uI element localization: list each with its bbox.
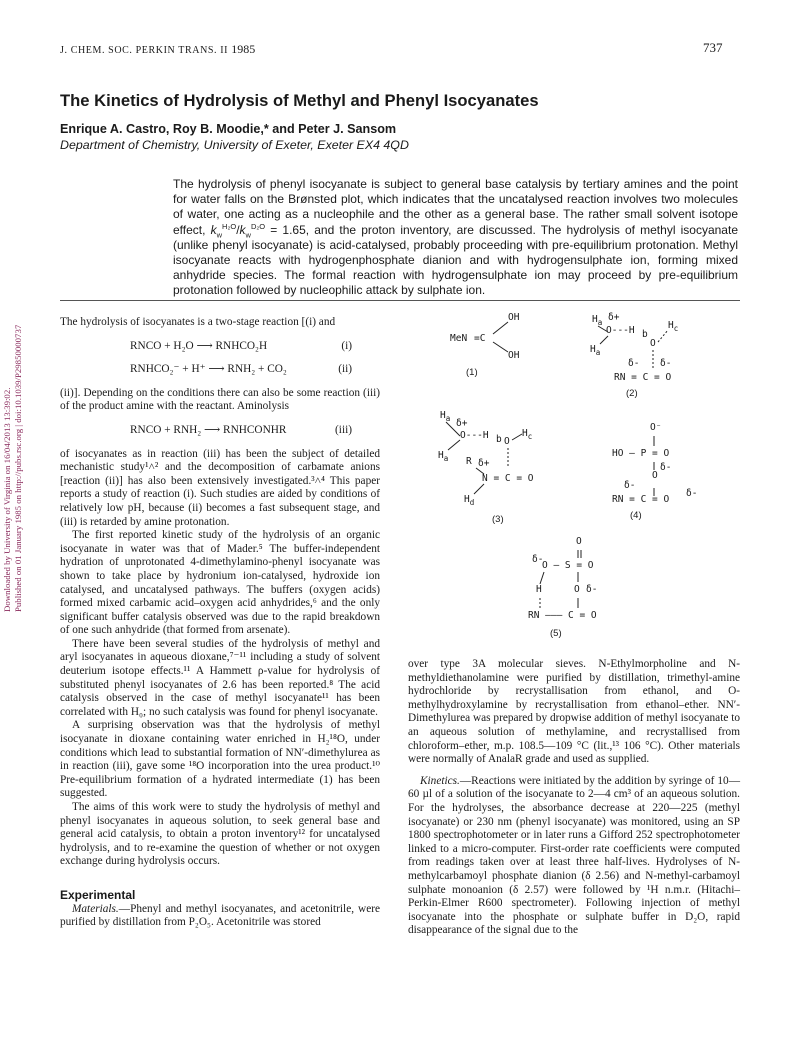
s5-o2: O: [574, 584, 580, 595]
s3-o-h: O‐‐‐H: [460, 430, 489, 441]
right-column: [408, 658, 740, 938]
rate-symbol-h: k: [210, 222, 217, 237]
s2-o-h: O‐‐‐H: [606, 325, 635, 336]
rate-sup-d: D₂O: [250, 221, 266, 231]
s1-oh-top: OH: [508, 312, 520, 323]
experimental-heading: Experimental: [60, 887, 136, 902]
journal-name: J. CHEM. SOC. PERKIN TRANS. II: [60, 45, 229, 56]
structure-4: [600, 422, 710, 522]
s4-delta-minus-2: δ-: [624, 480, 636, 491]
abstract-part-2: = 1.65, and the proton inventory, are discussed. The hydrolysis of methyl isocyanate (unlike phenyl isocyanate) is acid-catalysed, probably proceeding with pre-equilibrium protonation. Methyl isocyanate reacts with hydrogenphosphate dianion and with hydrogensulphate ion, forming mixed anhydride species. The formal reaction with hydrogensulphate ion may proceed by pre-equilibrium protonation followed by nucleophilic attack by sulphate ion.: [173, 222, 738, 298]
author-list: Enrique A. Castro, Roy B. Moodie,* and Peter J. Sansom: [60, 122, 397, 136]
s4-delta-minus: δ-: [660, 462, 672, 473]
s2-label: (2): [626, 388, 638, 399]
s1-oh-bottom: OH: [508, 350, 520, 361]
s2-ha: $H_a$: [592, 314, 603, 327]
equation-i-expr: RNCO + H₂O ⟶ RNHCO₂H: [130, 339, 268, 352]
s2-hc: $H_c$: [668, 320, 679, 333]
s2-rn-c-o: RN = C = O: [614, 372, 672, 383]
structure-3: [430, 410, 560, 525]
rate-sub-h: w: [216, 230, 223, 239]
s1-label: (1): [466, 367, 478, 378]
paragraph-observation: A surprising observation was that the hydrolysis of methyl isocyanate in dioxane containing water enriched in H₂¹⁸O, under conditions which lead to substantial formation of NN′-dimethylurea as in reaction (iii), gave some ¹⁸O incorporation into the urea product.¹⁰ Pre-equilibrium formation of a hydrated intermediate (1) has been suggested.: [60, 719, 380, 800]
rate-sup-h: H₂O: [222, 221, 237, 231]
rate-symbol-d: k: [239, 222, 246, 237]
kinetics-text: —Reactions were initiated by the addition by syringe of 10—60 µl of a solution of the isocyanate to 2—4 cm³ of an aqueous solution. For the hydrolyses, the absorbance decrease at 220—225 (methyl isocyanate) or 230 nm (phenyl isocyanate) was monitored, using an SP 1800 spectrophotometer or in later runs a Gifford 252 spectrophotometer linked to a micro-computer. First-order rate coefficients were computed from readings taken over at least three half-lives. Hydrolyses of N-methylcarbamoyl phosphate dianion (δ 2.56) and N-methyl-carbamoyl sulphate monoanion (δ 2.57) were followed by ¹H n.m.r. (Hitachi–Perkin-Elmer R600 spectrometer). Following injection of methyl isocyanate into the phosphate or sulphate buffer in D₂O, rapid disappearance of the signal due to the: [408, 774, 740, 937]
s2-delta-plus: δ+: [608, 312, 620, 323]
download-line: Downloaded by University of Virginia on 16/04/2013 13:39:02.: [2, 387, 12, 612]
s5-bonds: [528, 536, 638, 646]
s3-n-c-o: N = C = O: [482, 473, 534, 484]
paragraph-mader: The first reported kinetic study of the hydrolysis of an organic isocyanate in water was that of Mader.⁵ The buffer-independent hydration of unprotonated 4-dimethylamino-phenyl isocyanate was shown to take place by hydronium ion-catalysed, hydroxide ion catalysed, and uncatalysed pathways. The buffers (oxygen acids) formed mixed carbamic acid–oxygen acid anhydrides,⁶ and the only significant buffer catalysis observed was due to the rapid breakdown of one such anhydride (that formed from arsenate).: [60, 529, 380, 637]
section-divider: [60, 300, 740, 301]
s5-rn-c-o: RN ––– C = O: [528, 610, 597, 621]
abstract: [173, 177, 738, 299]
ratio-slash: /: [236, 222, 240, 237]
s2-ha2: $H_a$: [590, 344, 601, 357]
page-number: 737: [703, 40, 723, 55]
kinetics-label: Kinetics.: [420, 774, 460, 787]
s3-o2: O: [504, 436, 510, 447]
paragraph-materials: [60, 903, 380, 930]
s3-hd: $H_d$: [464, 494, 475, 507]
paragraph-aims: The aims of this work were to study the hydrolysis of methyl and phenyl isocyanates in aqueous solution, to seek general base and general acid catalysis, to obtain a proton inventory¹² for uncatalysed hydrolysis, and to re-examine the question of whether or not oxygen exchange during hydrolysis occurs.: [60, 801, 380, 868]
s2-o2: O: [650, 338, 656, 349]
materials-label: Materials.: [72, 902, 119, 915]
doi-line: Published on 01 January 1985 on http://pubs.rsc.org | doi:10.1039/P29850000737: [13, 324, 23, 612]
s3-delta-plus: δ+: [456, 418, 468, 429]
s4-label: (4): [630, 510, 642, 521]
structure-1: [440, 310, 540, 380]
s5-o-s-o: O — S = O: [542, 560, 594, 571]
structure-5: [528, 536, 638, 646]
structure-2: [586, 312, 706, 399]
s3-hc: $H_c$: [522, 428, 533, 441]
s3-r: R: [466, 456, 472, 467]
s2-delta-2: δ-: [660, 358, 672, 369]
equation-i: [60, 340, 380, 354]
paragraph-aminolysis: of isocyanates as in reaction (iii) has been the subject of detailed mechanistic study¹˄² and the decomposition of carbamate anions [reaction (ii)] has also been extensively investigated.³˄⁴ This paper reports a study of reaction (i). Such studies are aided by conditions of relatively low pH, because (ii) becomes a fast subsequent stage, and (iii) is retarded by amine protonation.: [60, 447, 380, 528]
s4-delta-minus-3: δ-: [686, 488, 698, 499]
s5-delta-1: δ-: [532, 554, 544, 565]
structure-figures: [400, 310, 740, 650]
s4-rn-c-o: RN = C = O: [612, 494, 670, 505]
s2-hb: b: [642, 329, 648, 340]
equation-iii-number: (iii): [335, 423, 352, 436]
paragraph-previous-studies: There have been several studies of the hydrolysis of methyl and aryl isocyanates in aqueous dioxane,⁷⁻¹¹ including a study of solvent deuterium isotope effects.¹¹ A Hammett ρ-value for hydrolysis of substituted phenyl isocyanates of 2.6 has been reported.⁸ The acid catalysis observed in the case of methyl isocyanate¹¹ has been correlated with H₀; no such catalysis was found for phenyl isocyanate.: [60, 637, 380, 718]
s1-men: MeN: [450, 333, 468, 344]
s5-h: H: [536, 584, 542, 595]
s1-c: =C: [474, 333, 486, 344]
intro-text-1: The hydrolysis of isocyanates is a two-stage reaction [(i) and: [60, 316, 336, 328]
s4-o-minus: O⁻: [650, 422, 662, 433]
rate-sub-d: w: [245, 230, 251, 239]
paragraph-kinetics: [408, 775, 740, 938]
s5-delta-2: δ-: [586, 584, 598, 595]
s3-label: (3): [492, 514, 504, 525]
s3-ha: $H_a$: [440, 410, 451, 423]
s3-bonds: [430, 410, 560, 520]
journal-year: 1985: [231, 42, 256, 56]
s4-o: O: [652, 470, 658, 481]
journal-header: [60, 42, 255, 57]
download-notice: [2, 262, 26, 612]
s5-o-top: O: [576, 536, 582, 547]
s2-delta-1: δ-: [628, 358, 640, 369]
equation-i-number: (i): [341, 339, 352, 352]
equation-iii-expr: RNCO + RNH₂ ⟶ RNHCONHR: [130, 423, 287, 436]
s5-label: (5): [550, 628, 562, 639]
abstract-part-1: The hydrolysis of phenyl isocyanate is subject to general base catalysis by tertiary amines and the point for water falls on the Brønsted plot, which indicates that the uncatalysed reaction involves two molecules of water, one acting as a nucleophile and the other as a general base. The rather small solvent isotope effect,: [173, 177, 738, 237]
equation-ii-number: (ii): [338, 363, 352, 376]
article-title: The Kinetics of Hydrolysis of Methyl and Phenyl Isocyanates: [60, 91, 539, 110]
s3-delta-plus-2: δ+: [478, 458, 490, 469]
affiliation: Department of Chemistry, University of Exeter, Exeter EX4 4QD: [60, 138, 409, 152]
intro-text-2: (ii)]. Depending on the conditions there can also be some reaction (iii) of the product amine with the reactant. Aminolysis: [60, 386, 380, 413]
materials-text: —Phenyl and methyl isocyanates, and acetonitrile, were purified by distillation from P₂O₅. Acetonitrile was stored: [60, 902, 380, 929]
left-column: [60, 316, 380, 930]
s3-hb: b: [496, 434, 502, 445]
s4-ho-p-o: HO — P = O: [612, 448, 670, 459]
equation-iii: [60, 424, 380, 438]
s3-ha2: $H_a$: [438, 450, 449, 463]
equation-ii-expr: RNHCO₂⁻ + H⁺ ⟶ RNH₂ + CO₂: [130, 363, 287, 376]
paragraph-materials-continued: over type 3A molecular sieves. N-Ethylmorpholine and N-methyldiethanolamine were purified by distillation, trimethyl-amine hydrochloride by recrystallisation from ethanol, and O-methylhydroxylamine by recrystallisation from ethanol–ether. NN′-Dimethylurea was prepared by dropwise addition of methyl isocyanate to an aqueous solution of methylamine, and recrystallised from chloroform–ether, m.p. 108.5—109 °C (lit.,¹³ 106 °C). Other materials were normally of AnalaR grade and used as supplied.: [408, 658, 740, 766]
equation-ii: [60, 363, 380, 377]
